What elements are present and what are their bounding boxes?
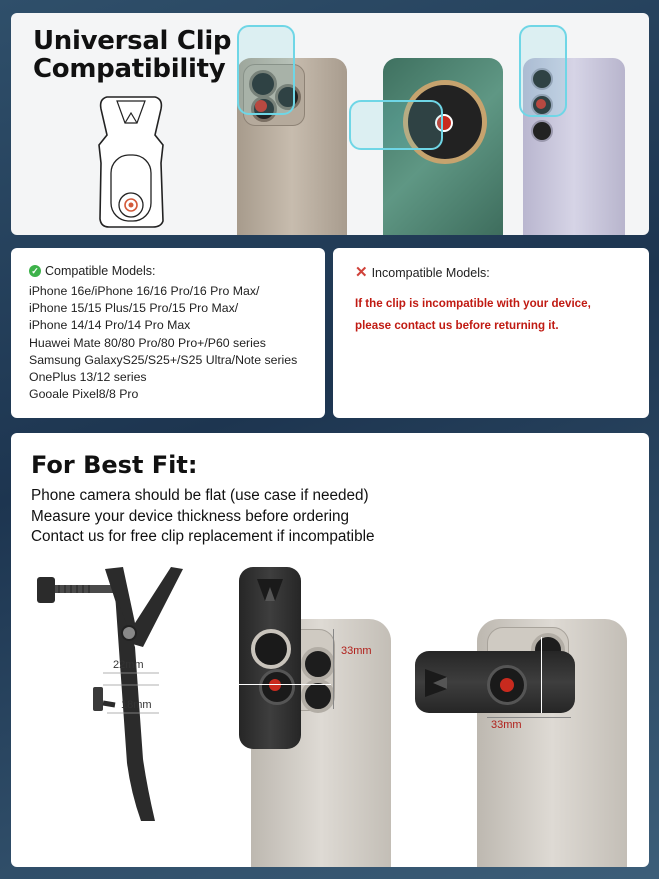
incompatible-models-panel [333,248,649,418]
compatible-heading: ✓ Compatible Models: [29,264,307,278]
clip-ghost-outline [349,100,443,150]
incompatible-heading: ✕ Incompatible Models: [355,264,490,281]
best-fit-title: For Best Fit: [31,451,198,479]
camera-lens-icon [531,120,553,142]
camera-lens-icon [251,629,291,669]
list-item: iPhone 16e/iPhone 16/16 Pro/16 Pro Max/ [29,284,260,298]
best-fit-panel [11,433,649,867]
clip-lens-red-icon [269,679,281,691]
list-item: iPhone 15/15 Plus/15 Pro/15 Pro Max/ [29,301,239,316]
list-item: Measure your device thickness before ordering [31,507,350,525]
list-item: Gooale Pixel8/8 Pro [29,387,139,402]
check-icon: ✓ [29,265,41,277]
measure-arrow-vertical [541,637,542,713]
clip-gap-top-label: 22mm [113,659,144,671]
vertical-width-label: 33mm [341,645,372,657]
list-item: Phone camera should be flat (use case if needed) [31,487,369,504]
list-item: Huawei Mate 80/80 Pro/80 Pro+/P60 series [29,335,266,350]
list-item: Samsung GalaxyS25/S25+/S25 Ultra/Note series [29,352,298,367]
cross-icon: ✕ [355,264,368,281]
best-fit-tips [31,486,375,548]
measure-line-vertical [333,629,334,709]
list-item: OnePlus 13/12 series [29,370,147,385]
camera-lens-icon [301,647,335,681]
clip-gap-bottom-label: 18mm [121,699,152,711]
compatible-model-list [29,283,307,403]
clip-side-view-illustration [31,563,191,827]
clip-outline-illustration [89,93,173,229]
list-item: Contact us for free clip replacement if incompatible [31,528,375,545]
compatible-models-panel [11,248,325,418]
measure-arrow-horizontal [239,684,331,685]
clip-logo-icon [423,667,451,699]
clip-ghost-outline [519,25,567,117]
compatibility-panel [11,13,649,235]
measure-line-horizontal [487,717,571,718]
clip-lens-red-icon [500,678,514,692]
list-item: iPhone 14/14 Pro/14 Pro Max [29,318,191,333]
clip-logo-icon [255,577,285,603]
compatibility-title: Universal Clip Compatibility [33,26,232,84]
horizontal-width-label: 33mm [491,719,522,731]
incompatible-warning: If the clip is incompatible with your device, please contact us before returning it. [355,297,591,332]
clip-ghost-outline [237,25,295,115]
